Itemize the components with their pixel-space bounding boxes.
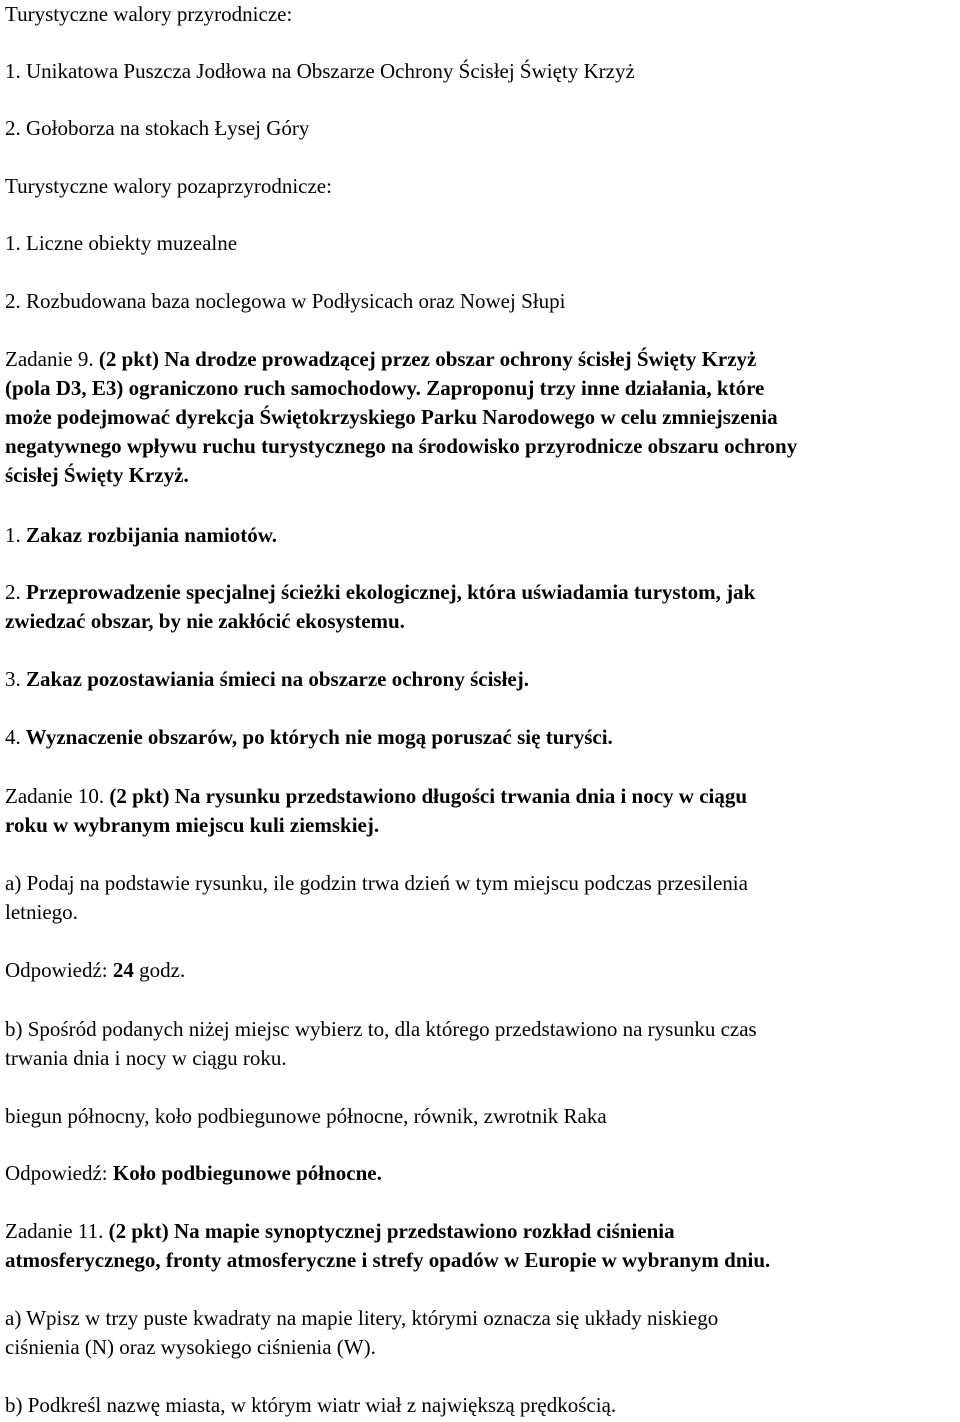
- task9-answer-4: [5, 723, 613, 752]
- task10-line-1: [5, 782, 747, 811]
- answer-number: 4.: [5, 725, 21, 749]
- task11-line-1: [5, 1217, 675, 1246]
- answer-text: Wyznaczenie obszarów, po których nie mogą poruszać się turyści.: [20, 725, 613, 749]
- task9-answer-2: [5, 578, 755, 607]
- task11-a-line-1: a) Wpisz w trzy puste kwadraty na mapie litery, którymi oznacza się układy niskiego: [5, 1306, 719, 1330]
- cultural-item-2: 2. Rozbudowana baza noclegowa w Podłysicach oraz Nowej Słupi: [5, 289, 566, 313]
- task10-b-line-1: b) Spośród podanych niżej miejsc wybierz to, dla którego przedstawiono na rysunku czas: [5, 1017, 757, 1041]
- answer-prefix: Odpowiedź:: [5, 958, 113, 982]
- task9-line-3: może podejmować dyrekcja Świętokrzyskiego Parku Narodowego w celu zmniejszenia: [5, 405, 778, 429]
- task9-answer-1: [5, 521, 277, 550]
- natural-item-1: 1. Unikatowa Puszcza Jodłowa na Obszarze Ochrony Ścisłej Święty Krzyż: [5, 59, 635, 83]
- answer-value: 24: [112, 958, 134, 982]
- task9-text-2a: (pola D3, E3) ograniczono ruch samochodowy.: [5, 376, 421, 400]
- answer-number: 3.: [5, 667, 21, 691]
- answer-text: Zakaz pozostawiania śmieci na obszarze ochrony ścisłej.: [20, 667, 529, 691]
- task10-a-line-1: a) Podaj na podstawie rysunku, ile godzin trwa dzień w tym miejscu podczas przesilenia: [5, 871, 748, 895]
- task10-a-line-2: letniego.: [5, 900, 78, 924]
- cultural-item-1: 1. Liczne obiekty muzealne: [5, 231, 238, 255]
- task10-b-line-2: trwania dnia i nocy w ciągu roku.: [5, 1046, 287, 1070]
- task10-b-options: biegun północny, koło podbiegunowe północne, równik, zwrotnik Raka: [5, 1104, 607, 1128]
- task9-answer-2-cont: zwiedzać obszar, by nie zakłócić ekosystemu.: [5, 609, 405, 633]
- cultural-heading: Turystyczne walory pozaprzyrodnicze:: [5, 174, 332, 198]
- task11-line-2: atmosferycznego, fronty atmosferyczne i strefy opadów w Europie w wybranym dniu.: [5, 1248, 771, 1272]
- task10-b-answer: [5, 1159, 382, 1188]
- task10-label: Zadanie 10.: [5, 784, 105, 808]
- answer-prefix: Odpowiedź:: [5, 1161, 113, 1185]
- answer-number: 2.: [5, 580, 21, 604]
- task11-text-1: (2 pkt) Na mapie synoptycznej przedstawiono rozkład ciśnienia: [103, 1219, 675, 1243]
- task9-text-2b: Zaproponuj trzy inne działania, które: [420, 376, 765, 400]
- task9-text-1: (2 pkt) Na drodze prowadzącej przez obszar ochrony ścisłej Święty Krzyż: [93, 347, 757, 371]
- task10-text-1: (2 pkt) Na rysunku przedstawiono długości trwania dnia i nocy w ciągu: [104, 784, 748, 808]
- task11-b-line-1: b) Podkreśl nazwę miasta, w którym wiatr wiał z największą prędkością.: [5, 1393, 617, 1417]
- task11-label: Zadanie 11.: [5, 1219, 104, 1243]
- task11-a-line-2: ciśnienia (N) oraz wysokiego ciśnienia (W).: [5, 1335, 376, 1359]
- task9-answer-3: [5, 665, 529, 694]
- answer-text: Zakaz rozbijania namiotów.: [20, 523, 278, 547]
- task10-line-2: roku w wybranym miejscu kuli ziemskiej.: [5, 813, 380, 837]
- natural-item-2: 2. Gołoborza na stokach Łysej Góry: [5, 116, 310, 140]
- task10-a-answer: [5, 956, 185, 985]
- task9-line-5: ścisłej Święty Krzyż.: [5, 463, 189, 487]
- answer-value: Koło podbiegunowe północne.: [112, 1161, 382, 1185]
- answer-text: Przeprowadzenie specjalnej ścieżki ekologicznej, która uświadamia turystom, jak: [20, 580, 756, 604]
- task9-line-1: [5, 345, 756, 374]
- task9-label: Zadanie 9.: [5, 347, 94, 371]
- task9-line-4: negatywnego wpływu ruchu turystycznego na środowisko przyrodnicze obszaru ochrony: [5, 434, 798, 458]
- natural-heading: Turystyczne walory przyrodnicze:: [5, 2, 293, 26]
- answer-suffix: godz.: [133, 958, 186, 982]
- task9-line-2: [5, 374, 764, 403]
- answer-number: 1.: [5, 523, 21, 547]
